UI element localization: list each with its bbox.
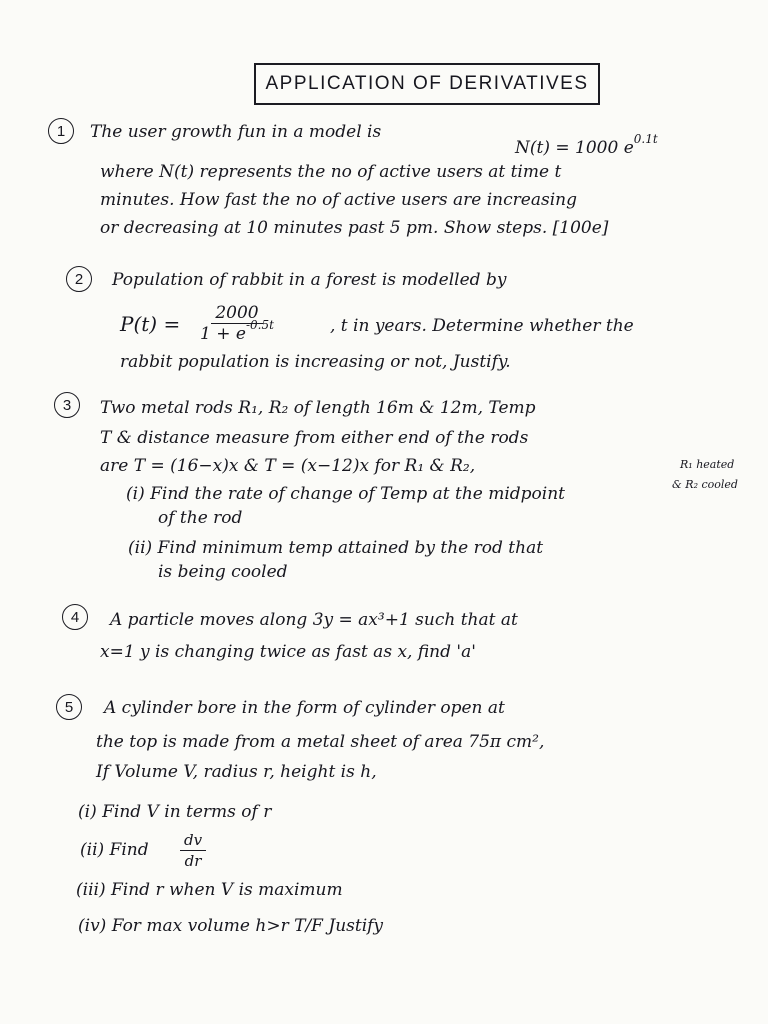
- q5-line-4: (i) Find V in terms of r: [78, 802, 272, 822]
- q3-line-4: (i) Find the rate of change of Temp at the midpoint: [126, 484, 566, 504]
- q2-formula-fraction: $\frac{2000}{1 + e^{-0.5t}}$: [200, 303, 274, 344]
- q2-line-1: Population of rabbit in a forest is modelled by: [112, 270, 507, 290]
- question-number-1: 1: [48, 118, 74, 144]
- question-number-4: 4: [62, 604, 88, 630]
- question-number-3: 3: [54, 392, 80, 418]
- q2-line-3: rabbit population is increasing or not, Justify.: [120, 352, 511, 372]
- q1-line-2: where N(t) represents the no of active users at time t: [100, 162, 562, 182]
- q3-line-5: of the rod: [158, 508, 243, 528]
- q5-line-3: If Volume V, radius r, height is h,: [96, 762, 377, 782]
- question-number-5: 5: [56, 694, 82, 720]
- q5-derivative-fraction: $\frac{dv}{dr}$: [180, 830, 206, 871]
- q1-line-1: The user growth fun in a model is: [90, 122, 382, 142]
- q5-line-5: (ii) Find: [80, 840, 149, 860]
- q5-line-1: A cylinder bore in the form of cylinder open at: [104, 698, 505, 718]
- q1-formula: N(t) = 1000 $e^{0.1t}$: [515, 132, 658, 158]
- q2-formula-lhs: P(t) =: [120, 312, 181, 336]
- q3-line-1: Two metal rods R₁, R₂ of length 16m & 12m, Temp: [100, 398, 536, 418]
- q2-line-2: , t in years. Determine whether the: [330, 316, 634, 336]
- q3-line-2: T & distance measure from either end of the rods: [100, 428, 529, 448]
- q1-line-3: minutes. How fast the no of active users are increasing: [100, 190, 577, 210]
- q5-line-7: (iv) For max volume h>r T/F Justify: [78, 916, 384, 936]
- q3-note-heated: R₁ heated: [680, 458, 735, 471]
- question-number-2: 2: [66, 266, 92, 292]
- q1-line-4: or decreasing at 10 minutes past 5 pm. Show steps. [100e]: [100, 218, 609, 238]
- q5-line-6: (iii) Find r when V is maximum: [76, 880, 343, 900]
- q3-note-cooled: & R₂ cooled: [672, 478, 738, 491]
- q3-line-7: is being cooled: [158, 562, 288, 582]
- page-title: APPLICATION OF DERIVATIVES: [254, 63, 600, 105]
- q3-line-3: are T = (16−x)x & T = (x−12)x for R₁ & R₂,: [100, 456, 476, 476]
- q5-line-2: the top is made from a metal sheet of area 75π cm²,: [96, 732, 545, 752]
- q3-line-6: (ii) Find minimum temp attained by the rod that: [128, 538, 544, 558]
- q4-line-2: x=1 y is changing twice as fast as x, find 'a': [100, 642, 476, 662]
- q4-line-1: A particle moves along 3y = ax³+1 such that at: [110, 610, 518, 630]
